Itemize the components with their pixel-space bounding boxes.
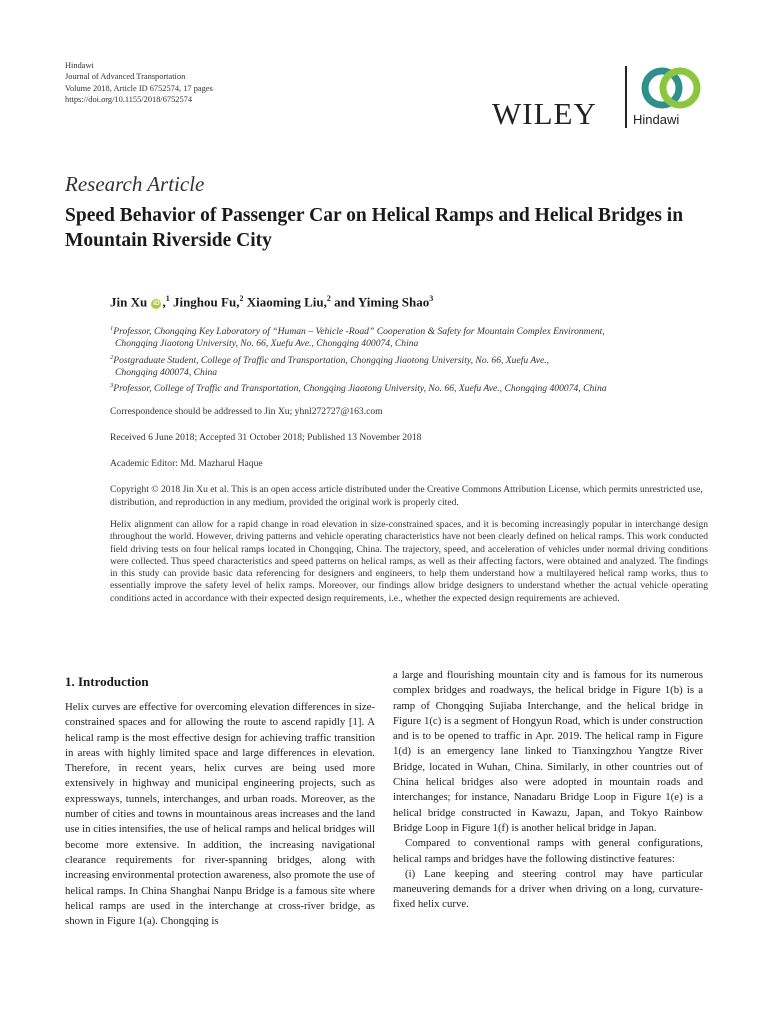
affil-sup: 1 — [110, 325, 114, 332]
author-name: Jin Xu — [110, 294, 148, 310]
orcid-icon[interactable]: iD — [153, 300, 160, 308]
affil-sup: 2 — [110, 353, 114, 361]
affiliations — [110, 323, 710, 397]
publisher-name: Hindawi — [65, 61, 94, 70]
publication-dates: Received 6 June 2018; Accepted 31 October 2018; Published 13 November 2018 — [110, 432, 422, 443]
abstract: Helix alignment can allow for a rapid change in road elevation in size-constrained spaces, and it is becoming increasingly popular in interchange design throughout the world. However, driving patterns and vehicle operating characteristics have not been clearly defined on helical ramps. This work conducted field driving tests on four helical ramps located in Chongqing, China. The trajectory, speed, and acceleration of vehicles under normal driving conditions were collected. Thus speed characteristics and speed patterns on helical ramps, as well as their affecting factors, were obtained and analyzed. The findings in this study can provide basic data referencing for designers and engineers, to help them understand how a multilayered helical ramp works, thus to essentially improve the safety level of helix ramps. Moreover, our findings allow bridge designers to understand whether the actual vehicle operating conditions acted in accordance with their expected design requirements, i.e., whether the expected design requirements are achieved. — [110, 519, 708, 604]
left-column — [65, 700, 375, 929]
affil-line: Chongqing 400074, China — [115, 366, 218, 378]
section-heading: 1. Introduction — [65, 674, 149, 689]
hindawi-logo-icon — [640, 66, 702, 110]
journal-meta — [65, 60, 213, 106]
body-paragraph: Helix curves are effective for overcoming elevation differences in size-constrained spaces and for allowing the route to ascend rapidly [1]. A helical ramp is the most effective design for achieving traffic transition in areas with highly limited space and large differences in elevation. Therefore, in recent years, helix curves are being used more extensively in highway and municipal engineering projects, such as expressways, tunnels, interchanges, and urban roads. Moreover, as the number of cities and towns in mountainous areas increases and the land use in cities intensifies, the use of helical ramps and helical bridges will become more extensive. In addition, the increasing navigational clearance requirements for river-spanning bridges, along with increasing environmental protection awareness, also promote the use of helical ramps. In China Shanghai Nanpu Bridge is a famous site where helical ramps are used in the interchange at cross-river bridge, as shown in Figure 1(a). Chongqing is — [65, 701, 375, 928]
body-paragraph: (i) Lane keeping and steering control may have particular maneuvering demands for a driver when driving on a long, curvature-fixed helix curve. — [393, 867, 703, 911]
affil-line: Professor, Chongqing Key Laboratory of “Human – Vehicle -Road” Cooperation & Safety for Mountain Complex Environment, — [113, 326, 605, 338]
wiley-logo: WILEY — [492, 96, 597, 131]
hindawi-logo-text: Hindawi — [633, 112, 680, 127]
author-list: Jin Xu iD ,$^1$ Jinghou Fu,$^2$ Xiaoming Liu,$^2$ and Yiming Shao$^3$ — [110, 294, 434, 310]
logo-divider — [625, 66, 627, 128]
doi-link[interactable]: https://doi.org/10.1155/2018/6752574 — [65, 95, 193, 105]
author-affil-sup: 3 — [429, 294, 434, 303]
right-column — [393, 668, 703, 913]
affil-sup: 3 — [110, 382, 114, 390]
affiliation — [110, 323, 710, 351]
affiliation — [110, 380, 710, 395]
author-name: Jinghou Fu, — [172, 294, 240, 310]
author-name: and Yiming Shao — [334, 294, 430, 310]
author-name: Xiaoming Liu, — [246, 294, 327, 310]
affil-line: Chongqing Jiaotong University, No. 66, Xuefu Ave., Chongqing 400074, China — [115, 338, 419, 350]
publisher-logo — [492, 62, 712, 130]
paper-title: Speed Behavior of Passenger Car on Helical Ramps and Helical Bridges in Mountain Riverside City — [65, 205, 684, 251]
affil-line: Professor, College of Traffic and Transportation, Chongqing Jiaotong University, No. 66, Xuefu Ave., Chongqing 400074, China — [113, 383, 607, 395]
correspondence: Correspondence should be addressed to Jin Xu; yhnl272727@163.com — [110, 406, 383, 417]
article-type: Research Article — [65, 172, 205, 196]
author-affil-sup: 2 — [239, 294, 244, 303]
academic-editor: Academic Editor: Md. Mazharul Haque — [110, 458, 263, 469]
volume-info: Volume 2018, Article ID 6752574, 17 pages — [65, 83, 213, 93]
body-paragraph: a large and flourishing mountain city and is famous for its numerous complex bridges and roadways, the helical bridge in Figure 1(b) is a ramp of Chongqing Sujiaba Interchange, and the helical bridge in Figure 1(c) is a segment of Hongyun Road, which is under construction and is to be opened to traffic in Apr. 2019. The helical ramp in Figure 1(d) is an emergency lane linked to Tianxingzhou Yangtze River Bridge, located in Wuhan, China. Similarly, in other countries out of China helical bridges also were adopted in mountain roads and interchanges; for instance, Nanadaru Bridge Loop in Figure 1(e) is a helical bridge constructed in Kawazu, Japan, and Tokyo Rainbow Bridge Loop in Figure 1(f) is another helical bridge in Japan. — [393, 669, 703, 834]
affiliation — [110, 352, 710, 380]
author-affil-sup: 1 — [165, 294, 170, 303]
copyright-notice: Copyright © 2018 Jin Xu et al. This is an open access article distributed under the Creative Commons Attribution License, which permits unrestricted use, distribution, and reproduction in any medium, provided the original work is properly cited. — [110, 484, 703, 508]
body-paragraph: Compared to conventional ramps with general configurations, helical ramps and bridges have the following distinctive features: — [393, 837, 703, 865]
affil-line: Postgraduate Student, College of Traffic and Transportation, Chongqing Jiaotong University, No. 66, Xuefu Ave., — [113, 354, 550, 366]
author-affil-sup: 2 — [326, 294, 331, 303]
journal-name: Journal of Advanced Transportation — [65, 72, 186, 82]
